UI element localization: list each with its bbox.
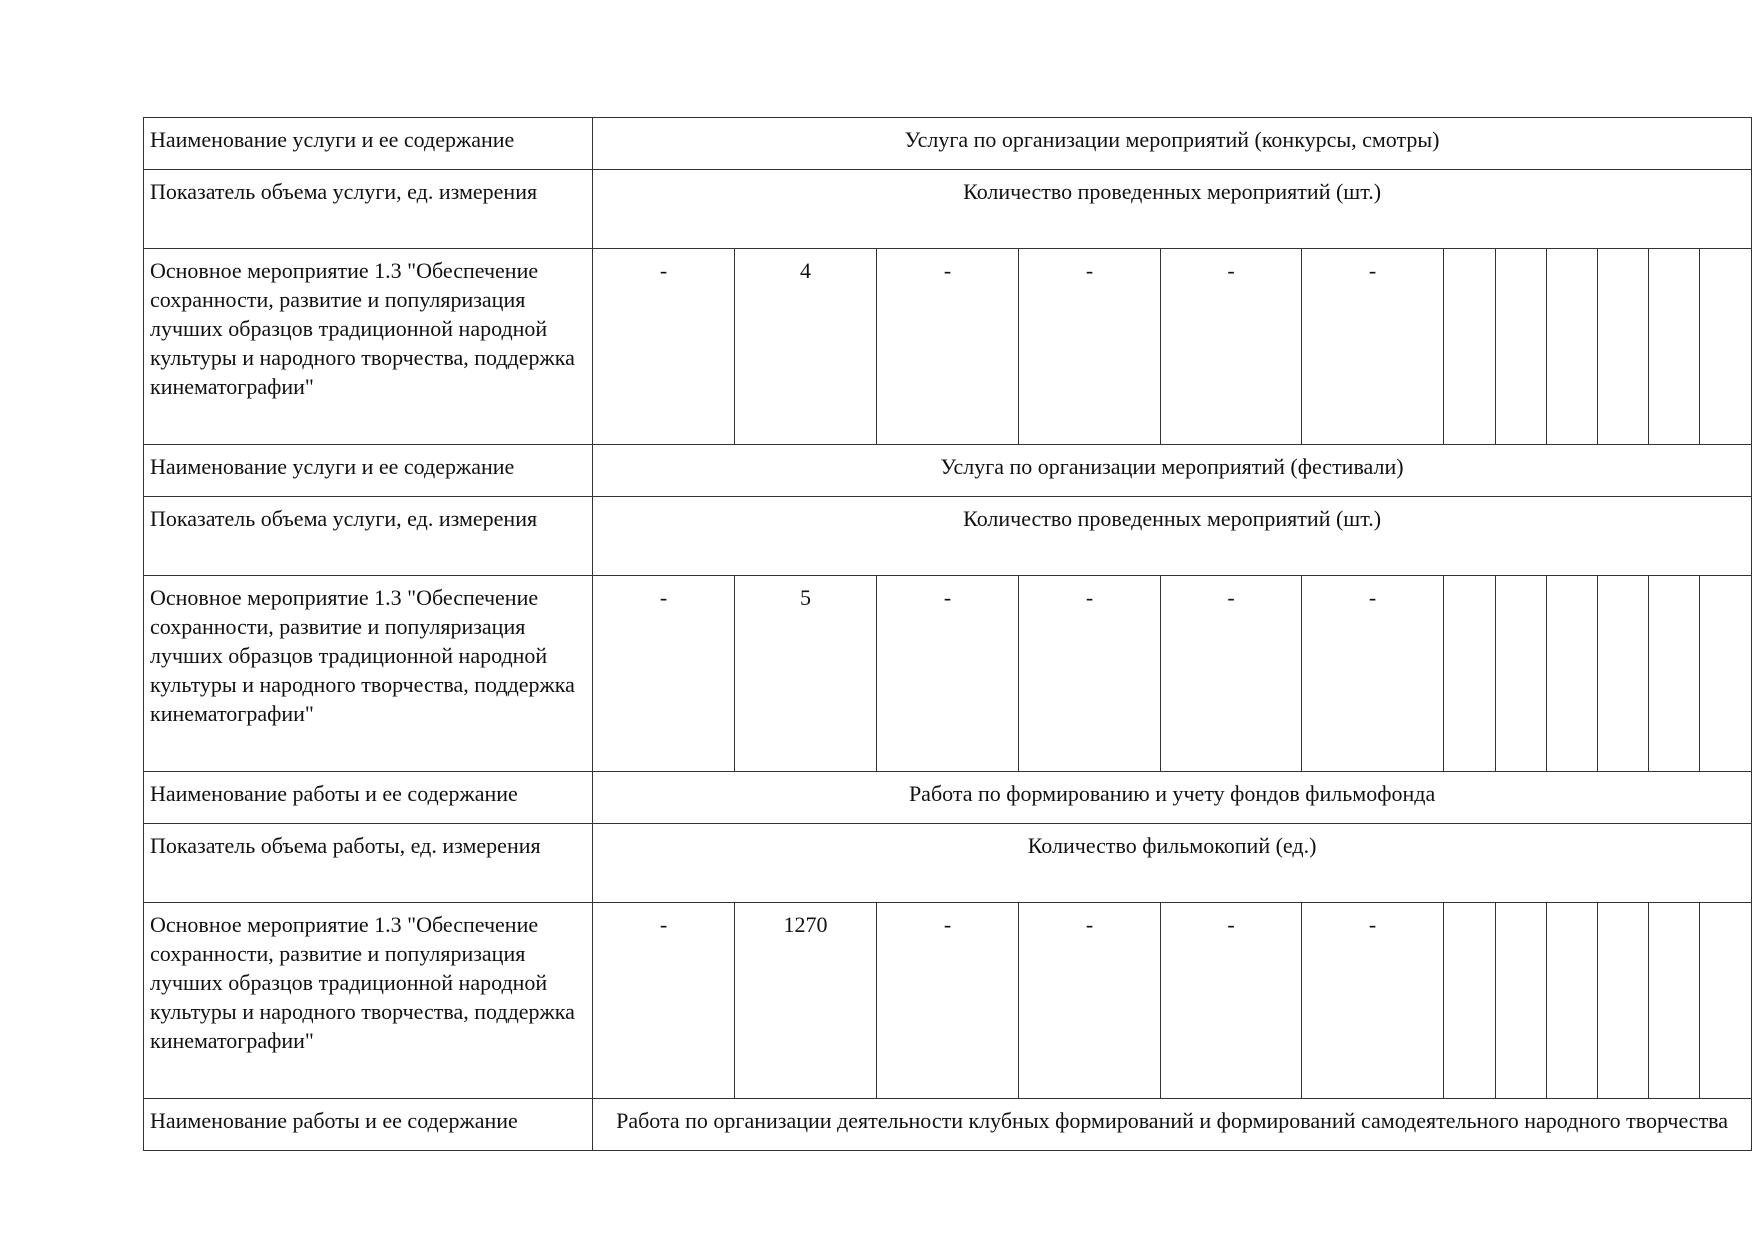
service-name-label: Наименование услуги и ее содержание	[144, 118, 593, 170]
value-cell	[1444, 903, 1496, 1099]
value-cell	[1547, 903, 1598, 1099]
activity-label: Основное мероприятие 1.3 "Обеспечение сохранности, развитие и популяризация лучших образцов традиционной народной культуры и народного творчества, поддержка кинематографии"	[144, 576, 593, 772]
value-cell: -	[1161, 249, 1302, 445]
indicator-value: Количество проведенных мероприятий (шт.)	[593, 170, 1752, 249]
service-name-row	[144, 118, 1752, 170]
value-cell	[1547, 576, 1598, 772]
service-name-label: Наименование услуги и ее содержание	[144, 445, 593, 497]
value-cell: -	[1019, 576, 1161, 772]
value-cell: -	[593, 249, 735, 445]
service-name-value: Услуга по организации мероприятий (фестивали)	[593, 445, 1752, 497]
value-cell: 5	[735, 576, 877, 772]
value-cell	[1547, 249, 1598, 445]
value-cell: -	[1302, 249, 1444, 445]
indicator-row	[144, 170, 1752, 249]
value-cell: -	[593, 903, 735, 1099]
activity-row	[144, 903, 1752, 1099]
service-volume-table	[143, 117, 1752, 1151]
indicator-row	[144, 824, 1752, 903]
value-cell	[1700, 249, 1752, 445]
value-cell: -	[593, 576, 735, 772]
value-cell	[1700, 903, 1752, 1099]
service-name-value: Работа по формированию и учету фондов фильмофонда	[593, 772, 1752, 824]
value-cell	[1496, 903, 1547, 1099]
value-cell: -	[1302, 576, 1444, 772]
indicator-label: Показатель объема услуги, ед. измерения	[144, 170, 593, 249]
value-cell: -	[1019, 903, 1161, 1099]
activity-row	[144, 249, 1752, 445]
value-cell: -	[1161, 576, 1302, 772]
service-name-row	[144, 772, 1752, 824]
activity-label: Основное мероприятие 1.3 "Обеспечение сохранности, развитие и популяризация лучших образцов традиционной народной культуры и народного творчества, поддержка кинематографии"	[144, 249, 593, 445]
service-name-label: Наименование работы и ее содержание	[144, 1099, 593, 1151]
indicator-label: Показатель объема услуги, ед. измерения	[144, 497, 593, 576]
indicator-label: Показатель объема работы, ед. измерения	[144, 824, 593, 903]
indicator-value: Количество проведенных мероприятий (шт.)	[593, 497, 1752, 576]
value-cell	[1444, 249, 1496, 445]
value-cell: -	[877, 249, 1019, 445]
indicator-value: Количество фильмокопий (ед.)	[593, 824, 1752, 903]
service-name-value: Услуга по организации мероприятий (конкурсы, смотры)	[593, 118, 1752, 170]
value-cell	[1649, 576, 1700, 772]
service-name-row	[144, 1099, 1752, 1151]
value-cell: -	[877, 576, 1019, 772]
service-name-value: Работа по организации деятельности клубных формирований и формирований самодеятельного народного творчества	[593, 1099, 1752, 1151]
value-cell: 4	[735, 249, 877, 445]
value-cell: -	[877, 903, 1019, 1099]
value-cell	[1598, 903, 1649, 1099]
value-cell: -	[1302, 903, 1444, 1099]
value-cell	[1598, 576, 1649, 772]
activity-row	[144, 576, 1752, 772]
service-name-label: Наименование работы и ее содержание	[144, 772, 593, 824]
value-cell	[1649, 903, 1700, 1099]
indicator-row	[144, 497, 1752, 576]
value-cell	[1598, 249, 1649, 445]
value-cell	[1496, 576, 1547, 772]
value-cell	[1700, 576, 1752, 772]
value-cell	[1496, 249, 1547, 445]
activity-label: Основное мероприятие 1.3 "Обеспечение сохранности, развитие и популяризация лучших образцов традиционной народной культуры и народного творчества, поддержка кинематографии"	[144, 903, 593, 1099]
value-cell	[1444, 576, 1496, 772]
value-cell: -	[1019, 249, 1161, 445]
value-cell: 1270	[735, 903, 877, 1099]
service-name-row	[144, 445, 1752, 497]
value-cell	[1649, 249, 1700, 445]
value-cell: -	[1161, 903, 1302, 1099]
